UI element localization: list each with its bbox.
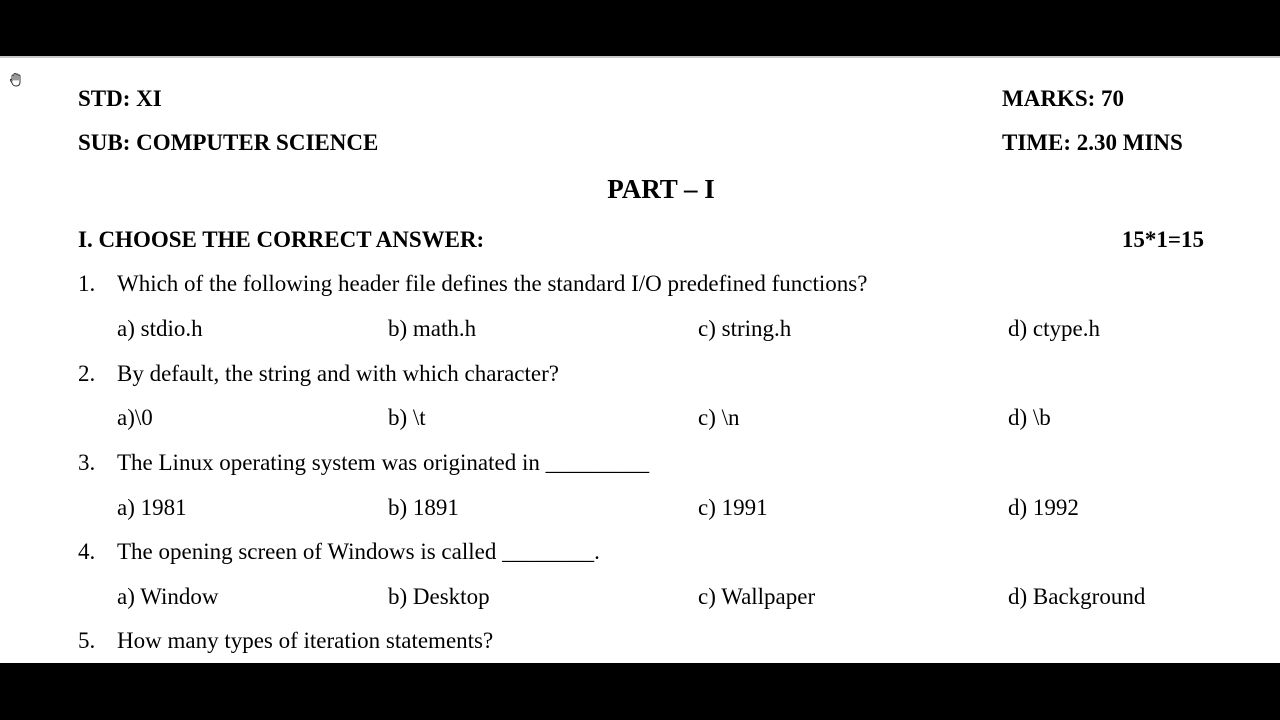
time-label: TIME: 2.30 MINS	[1002, 130, 1183, 155]
question-number: 5.	[78, 628, 96, 653]
question-number: 4.	[78, 539, 96, 564]
option-b: b) 1891	[388, 495, 459, 520]
question-number: 3.	[78, 450, 96, 475]
question-text: The opening screen of Windows is called ________.	[117, 539, 600, 564]
subject-label: SUB: COMPUTER SCIENCE	[78, 130, 379, 155]
option-a: a)\0	[117, 405, 153, 430]
part-title: PART – I	[607, 174, 715, 204]
question-number: 2.	[78, 361, 96, 386]
option-b: b) Desktop	[388, 584, 490, 609]
option-d: d) ctype.h	[1008, 316, 1100, 341]
question-text: By default, the string and with which character?	[117, 361, 559, 386]
question-text: How many types of iteration statements?	[117, 628, 494, 653]
std-label: STD: XI	[78, 86, 162, 111]
option-d: d) 1992	[1008, 495, 1079, 520]
option-c: c) \n	[698, 405, 740, 430]
exam-paper-page	[0, 56, 1280, 663]
option-d: d) \b	[1008, 405, 1051, 430]
option-d: d) Background	[1008, 584, 1146, 609]
option-a: a) stdio.h	[117, 316, 203, 341]
section-heading: I. CHOOSE THE CORRECT ANSWER:	[78, 227, 485, 252]
question-text: Which of the following header file defines the standard I/O predefined functions?	[117, 271, 868, 296]
option-c: c) Wallpaper	[698, 584, 816, 609]
option-b: b) math.h	[388, 316, 477, 341]
question-text: The Linux operating system was originated in _________	[117, 450, 650, 475]
section-marks: 15*1=15	[1121, 227, 1204, 252]
option-a: a) Window	[117, 584, 219, 609]
option-a: a) 1981	[117, 495, 187, 520]
option-c: c) 1991	[698, 495, 768, 520]
option-b: b) \t	[388, 405, 426, 430]
marks-label: MARKS: 70	[1002, 86, 1125, 111]
option-c: c) string.h	[698, 316, 792, 341]
question-number: 1.	[78, 271, 96, 296]
hand-cursor-icon	[8, 72, 24, 88]
